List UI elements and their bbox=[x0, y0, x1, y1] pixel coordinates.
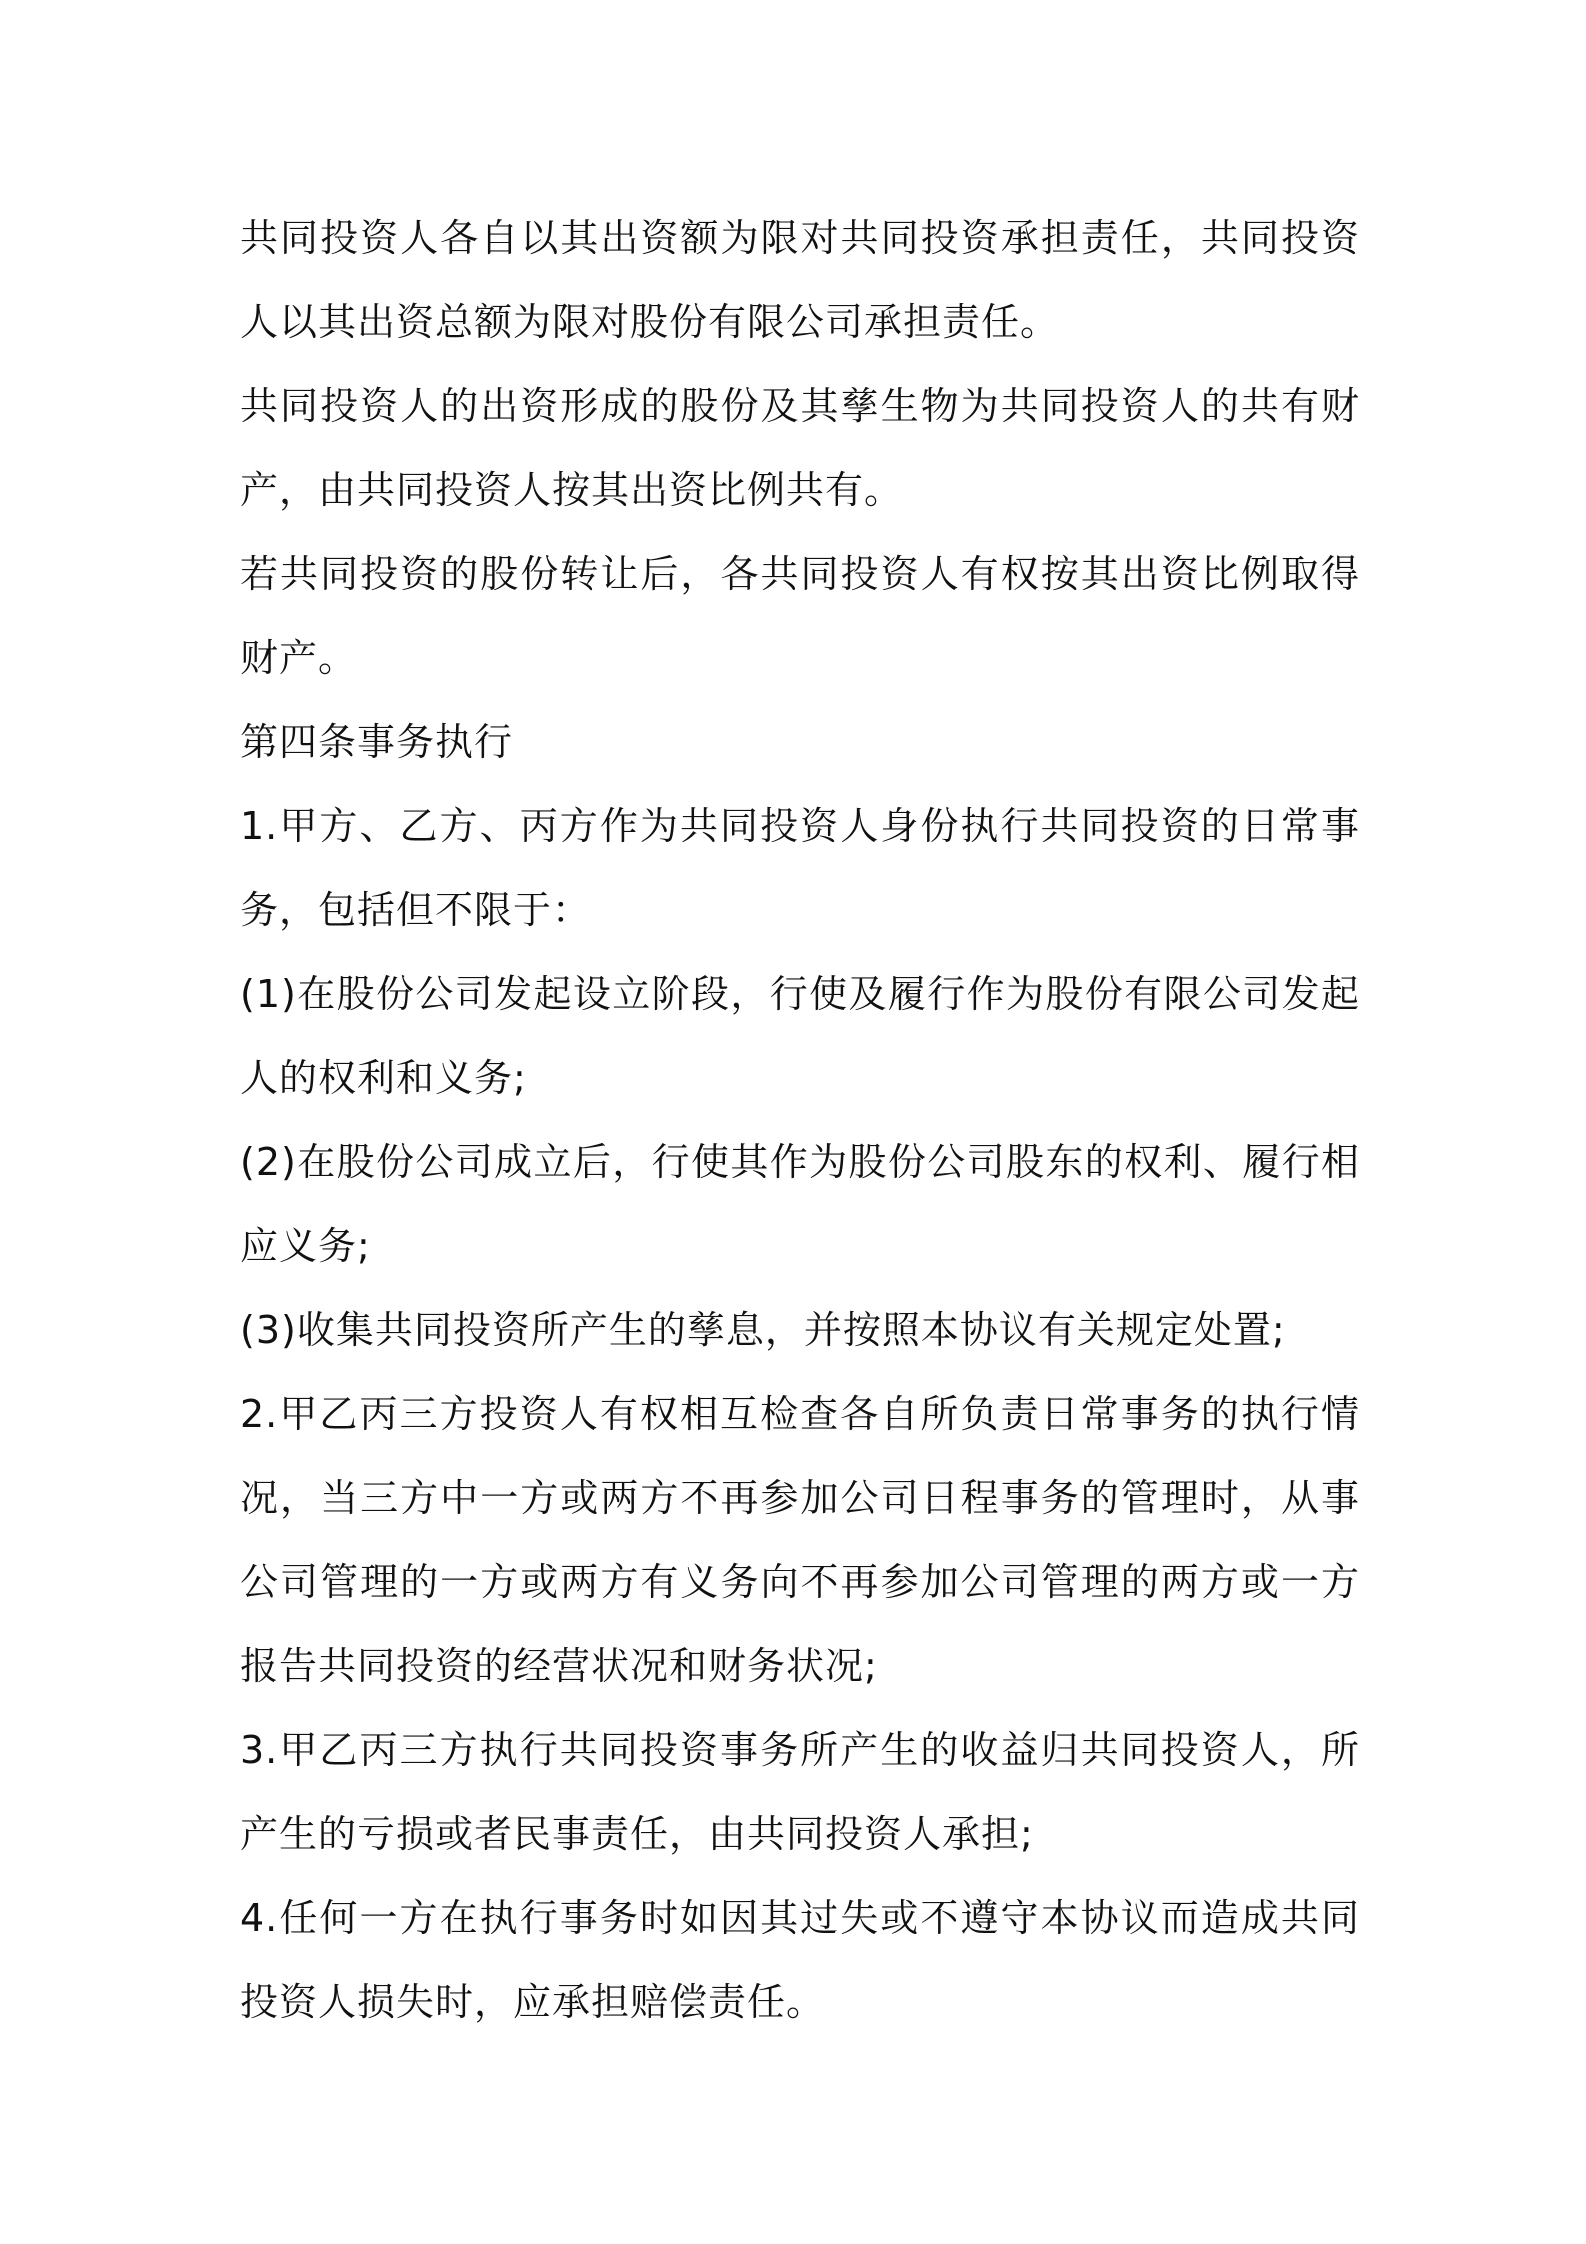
clause-3: 3.甲乙丙三方执行共同投资事务所产生的收益归共同投资人，所产生的亏损或者民事责任，由共同投资人承担; bbox=[240, 1728, 1360, 1856]
clause-1-item-3: (3)收集共同投资所产生的孳息，并按照本协议有关规定处置; bbox=[240, 1308, 1286, 1352]
document-body bbox=[240, 196, 1360, 2044]
clause-1-item-2: (2)在股份公司成立后，行使其作为股份公司股东的权利、履行相应义务; bbox=[240, 1140, 1360, 1268]
clause-1: 1.甲方、乙方、丙方作为共同投资人身份执行共同投资的日常事务，包括但不限于： bbox=[240, 804, 1360, 932]
paragraph-share-transfer: 若共同投资的股份转让后，各共同投资人有权按其出资比例取得财产。 bbox=[240, 552, 1360, 680]
paragraph-liability: 共同投资人各自以其出资额为限对共同投资承担责任，共同投资人以其出资总额为限对股份有限公司承担责任。 bbox=[240, 216, 1360, 344]
clause-4: 4.任何一方在执行事务时如因其过失或不遵守本协议而造成共同投资人损失时，应承担赔偿责任。 bbox=[240, 1896, 1360, 2024]
clause-2: 2.甲乙丙三方投资人有权相互检查各自所负责日常事务的执行情况，当三方中一方或两方不再参加公司日程事务的管理时，从事公司管理的一方或两方有义务向不再参加公司管理的两方或一方报告共同投资的经营状况和财务状况; bbox=[240, 1392, 1360, 1688]
article-heading: 第四条事务执行 bbox=[240, 720, 514, 764]
clause-1-item-1: (1)在股份公司发起设立阶段，行使及履行作为股份有限公司发起人的权利和义务; bbox=[240, 972, 1360, 1100]
paragraph-joint-property: 共同投资人的出资形成的股份及其孳生物为共同投资人的共有财产，由共同投资人按其出资比例共有。 bbox=[240, 384, 1360, 512]
